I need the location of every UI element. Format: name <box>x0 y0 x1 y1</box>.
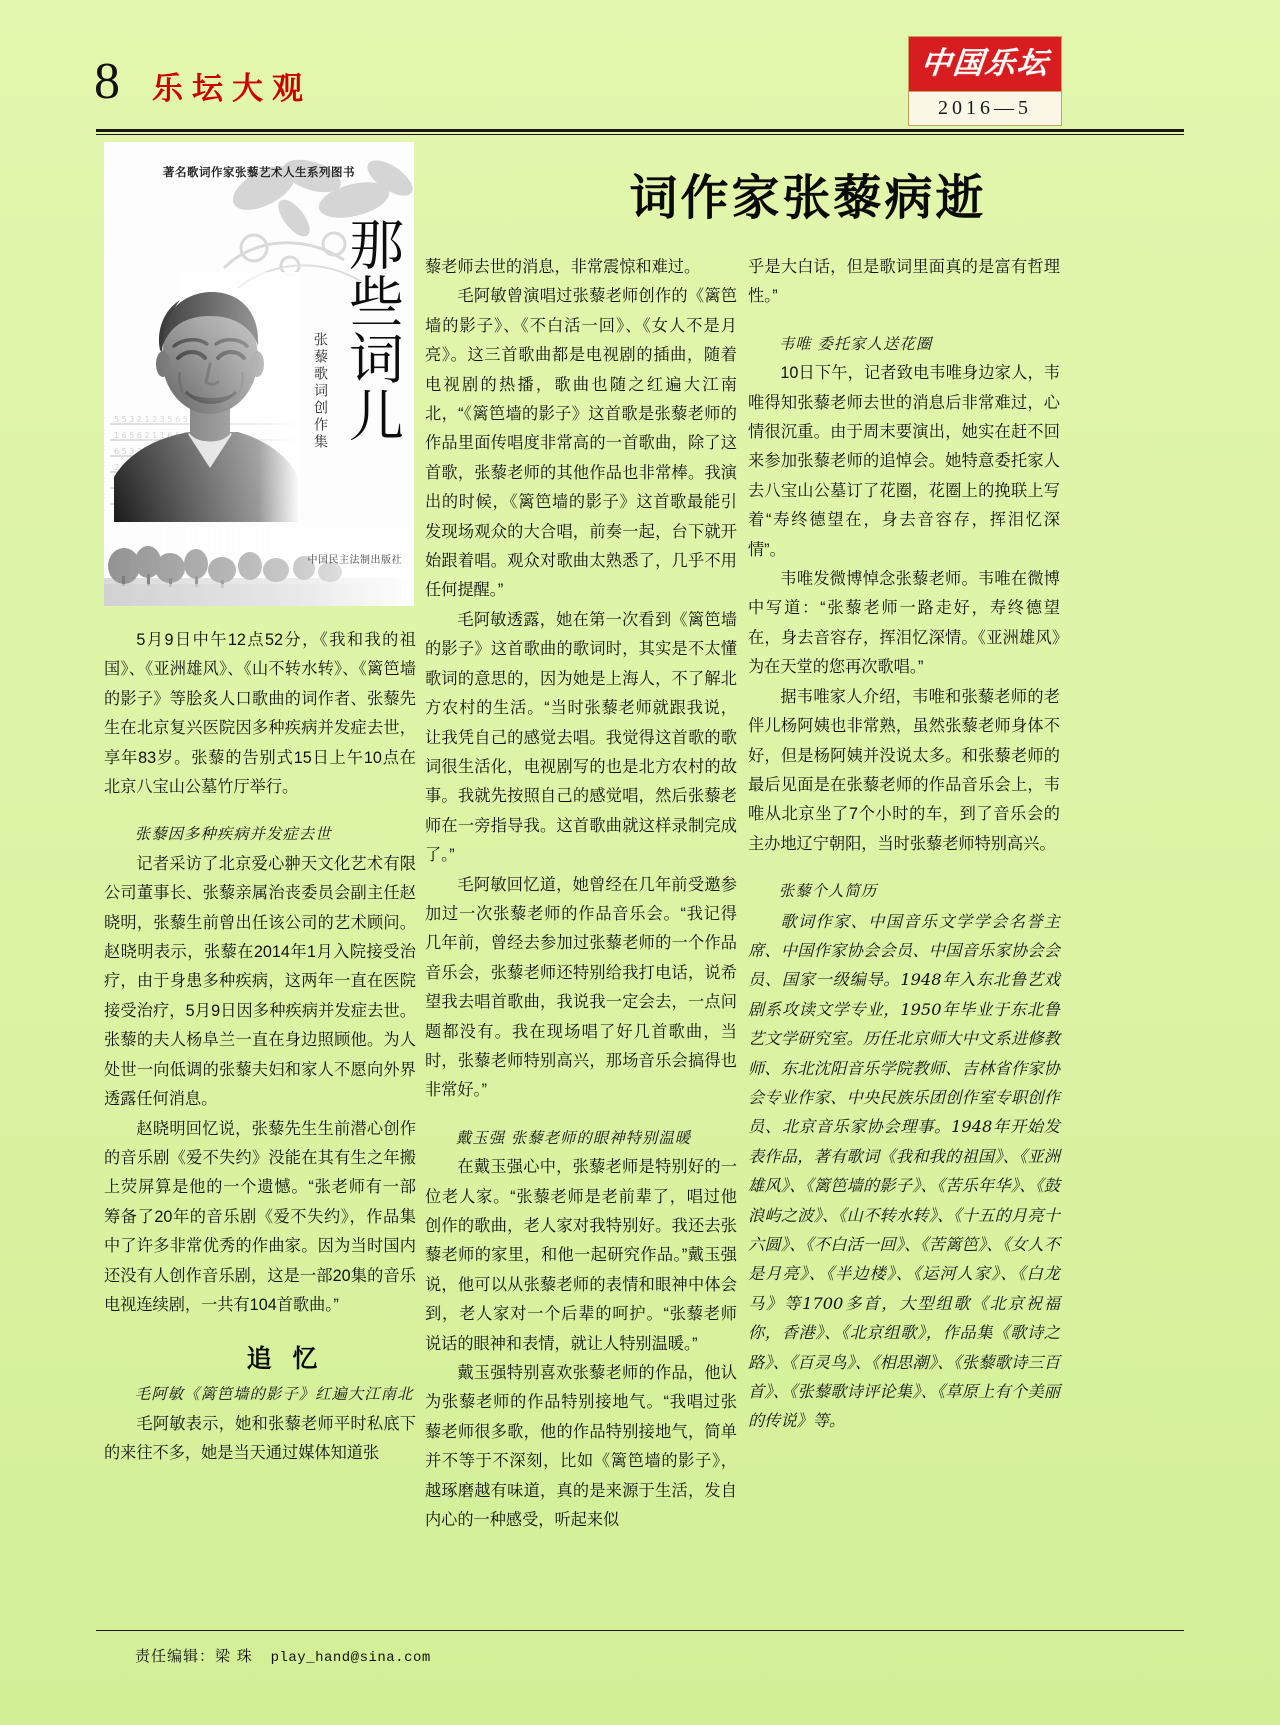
paragraph: 戴玉强特别喜欢张藜老师的作品，他认为张藜老师的作品特别接地气。“我唱过张藜老师很多歌，他的作品特别接地气，简单并不等于不深刻，比如《篱笆墙的影子》，越琢磨越有味道，真的是来源于生活，发自内心的一种感受，听起来似 <box>425 1364 737 1530</box>
spacer <box>104 802 416 820</box>
page-header <box>0 0 1280 140</box>
header-divider-thick <box>96 129 1184 132</box>
paragraph: 在戴玉强心中，张藜老师是特别好的一位老人家。“张藜老师是老前辈了，唱过他创作的歌曲，老人家对我特别好。我还去张藜老师的家里，和他一起研究作品。”戴玉强说，他可以从张藜老师的表情和眼神中体会到，老人家对一个后辈的呵护。“张藜老师说话的眼神和表情，就让人特别温暖。” <box>425 1158 737 1353</box>
paragraph: 毛阿敏透露，她在第一次看到《篱笆墙的影子》这首歌曲的歌词时，其实是不太懂歌词的意思的，因为她是上海人，不了解北方农村的生活。“当时张藜老师就跟我说，让我凭自己的感觉去唱。我觉得这首歌的歌词很生活化，电视剧写的也是北方农村的故事。我就先按照自己的感觉唱，然后张藜老师在一旁指导我。这首歌曲就这样录制完成了。” <box>425 610 737 865</box>
paragraph: 毛阿敏回忆道，她曾经在几年前受邀参加过一次张藜老师的作品音乐会。“我记得几年前，曾经去参加过张藜老师的一个作品音乐会，张藜老师还特别给我打电话，说希望我去唱首歌曲，我说我一定会去，一点问题都没有。我在现场唱了好几首歌曲，当时，张藜老师特别高兴，那场音乐会搞得也非常好。” <box>425 875 737 1100</box>
section-heading-recollection: 追 忆 <box>246 1344 324 1374</box>
paragraph: 毛阿敏表示，她和张藜老师平时私底下的来往不多，她是当天通过媒体知道张 <box>104 1414 416 1463</box>
section-name: 乐坛大观 <box>152 71 312 107</box>
book-series-line: 著名歌词作家张藜艺术人生系列图书 <box>163 165 355 179</box>
spacer <box>104 1320 416 1338</box>
article-column-2 <box>425 253 737 1535</box>
masthead-issue: 2016—5 <box>908 92 1062 126</box>
paragraph: 赵晓明回忆说，张藜先生生前潜心创作的音乐剧《爱不失约》没能在其有生之年搬上荧屏算是他的一个遗憾。“张老师有一部筹备了20年的音乐剧《爱不失约》，作品集中了许多非常优秀的作曲家。因为当时国内还没有人创作音乐剧，这是一部20集的音乐电视连续剧，一共有104首歌曲。” <box>104 1119 416 1314</box>
responsible-editor-label: 责任编辑：梁 珠 <box>135 1647 253 1665</box>
book-subtitle: 张藜歌词创作集 <box>312 332 328 451</box>
masthead-title: 中国乐坛 <box>919 46 1051 81</box>
article-headline: 词作家张藜病逝 <box>629 170 987 226</box>
header-divider-thin <box>96 134 1184 135</box>
paragraph: 藜老师去世的消息，非常震惊和难过。 <box>425 258 701 276</box>
masthead-logo <box>908 36 1062 92</box>
spacer <box>748 859 1060 877</box>
footer <box>135 1645 431 1666</box>
landscape-photo-strip <box>104 528 414 606</box>
paragraph: 韦唯发微博悼念张藜老师。韦唯在微博中写道：“张藜老师一路走好，寿终德望在，身去音容存，挥泪忆深情。《亚洲雄风》为在天堂的您再次歌唱。” <box>748 570 1060 677</box>
paragraph: 10日下午，记者致电韦唯身边家人，韦唯得知张藜老师去世的消息后非常难过，心情很沉重。由于周末要演出，她实在赶不回来参加张藜老师的追悼会。她特意委托家人去八宝山公墓订了花圈，花圈上的挽联上写着“寿终德望在，身去音容存，挥泪忆深情”。 <box>748 364 1060 559</box>
spacer <box>748 312 1060 330</box>
book-publisher: 中国民主法制出版社 <box>307 555 402 566</box>
subheading: 戴玉强 张藜老师的眼神特别温暖 <box>455 1128 692 1147</box>
article-column-3 <box>748 253 1060 1436</box>
page-number: 8 <box>94 53 120 110</box>
book-cover-image <box>104 142 414 606</box>
paragraph: 乎是大白话，但是歌词里面真的是富有哲理性。” <box>748 258 1060 306</box>
author-portrait-photo <box>110 272 300 522</box>
book-title: 那些词儿 <box>340 216 404 444</box>
spacer <box>425 1106 737 1124</box>
subheading: 毛阿敏《篱笆墙的影子》红遍大江南北 <box>134 1385 414 1404</box>
subheading: 韦唯 委托家人送花圈 <box>778 334 933 353</box>
footer-divider <box>96 1630 1184 1631</box>
paragraph-biography: 歌词作家、中国音乐文学学会名誉主席、中国作家协会会员、中国音乐家协会会员、国家一级编导。1948年入东北鲁艺戏剧系攻读文学专业，1950年毕业于东北鲁艺文学研究室。历任北京师大中文系进修教师、东北沈阳音乐学院教师、吉林省作家协会专业作家、中央民族乐团创作室专职创作员、北京音乐家协会理事。1948年开始发表作品，著有歌词《我和我的祖国》、《亚洲雄风》、《篱笆墙的影子》、《苦乐年华》、《鼓浪屿之波》、《山不转水转》、《十五的月亮十六圆》、《不白活一回》、《苦篱笆》、《女人不是月亮》、《半边楼》、《运河人家》、《白龙马》等1700多首，大型组歌《北京祝福你，香港》、《北京组歌》，作品集《歌诗之路》、《百灵鸟》、《相思潮》、《张藜歌诗三百首》、《张藜歌诗评论集》、《草原上有个美丽的传说》等。 <box>748 911 1060 1431</box>
subheading: 张藜个人简历 <box>778 882 878 901</box>
paragraph: 毛阿敏曾演唱过张藜老师创作的《篱笆墙的影子》、《不白活一回》、《女人不是月亮》。这三首歌曲都是电视剧的插曲，随着电视剧的热播，歌曲也随之红遍大江南北，“《篱笆墙的影子》这首歌是张藜老师的作品里面传唱度非常高的一首歌曲，除了这首歌，张藜老师的其他作品也非常棒。我演出的时候，《篱笆墙的影子》这首歌最能引发现场观众的大合唱，前奏一起，台下就开始跟着唱。观众对歌曲太熟悉了，几乎不用任何提醒。” <box>425 287 737 600</box>
editor-email[interactable]: play_hand@sina.com <box>270 1650 431 1666</box>
article-column-1 <box>104 626 416 1469</box>
masthead <box>908 36 1062 126</box>
paragraph: 据韦唯家人介绍，韦唯和张藜老师的老伴儿杨阿姨也非常熟，虽然张藜老师身体不好，但是杨阿姨并没说太多。和张藜老师的最后见面是在张藜老师的作品音乐会上，韦唯从北京坐了7个小时的车，到了音乐会的主办地辽宁朝阳，当时张藜老师特别高兴。 <box>748 687 1060 853</box>
subheading: 张藜因多种疾病并发症去世 <box>134 825 332 844</box>
paragraph: 5月9日中午12点52分，《我和我的祖国》、《亚洲雄风》、《山不转水转》、《篱笆墙的影子》等脍炙人口歌曲的词作者、张藜先生在北京复兴医院因多种疾病并发症去世，享年83岁。张藜的告别式15日上午10点在北京八宝山公墓竹厅举行。 <box>104 631 416 797</box>
paragraph: 记者采访了北京爱心翀天文化艺术有限公司董事长、张藜亲属治丧委员会副主任赵晓明，张藜生前曾出任该公司的艺术顾问。赵晓明表示，张藜在2014年1月入院接受治疗，由于身患多种疾病，这两年一直在医院接受治疗，5月9日因多种疾病并发症去世。张藜的夫人杨阜兰一直在身边照顾他。为人处世一向低调的张藜夫妇和家人不愿向外界透露任何消息。 <box>104 854 416 1109</box>
